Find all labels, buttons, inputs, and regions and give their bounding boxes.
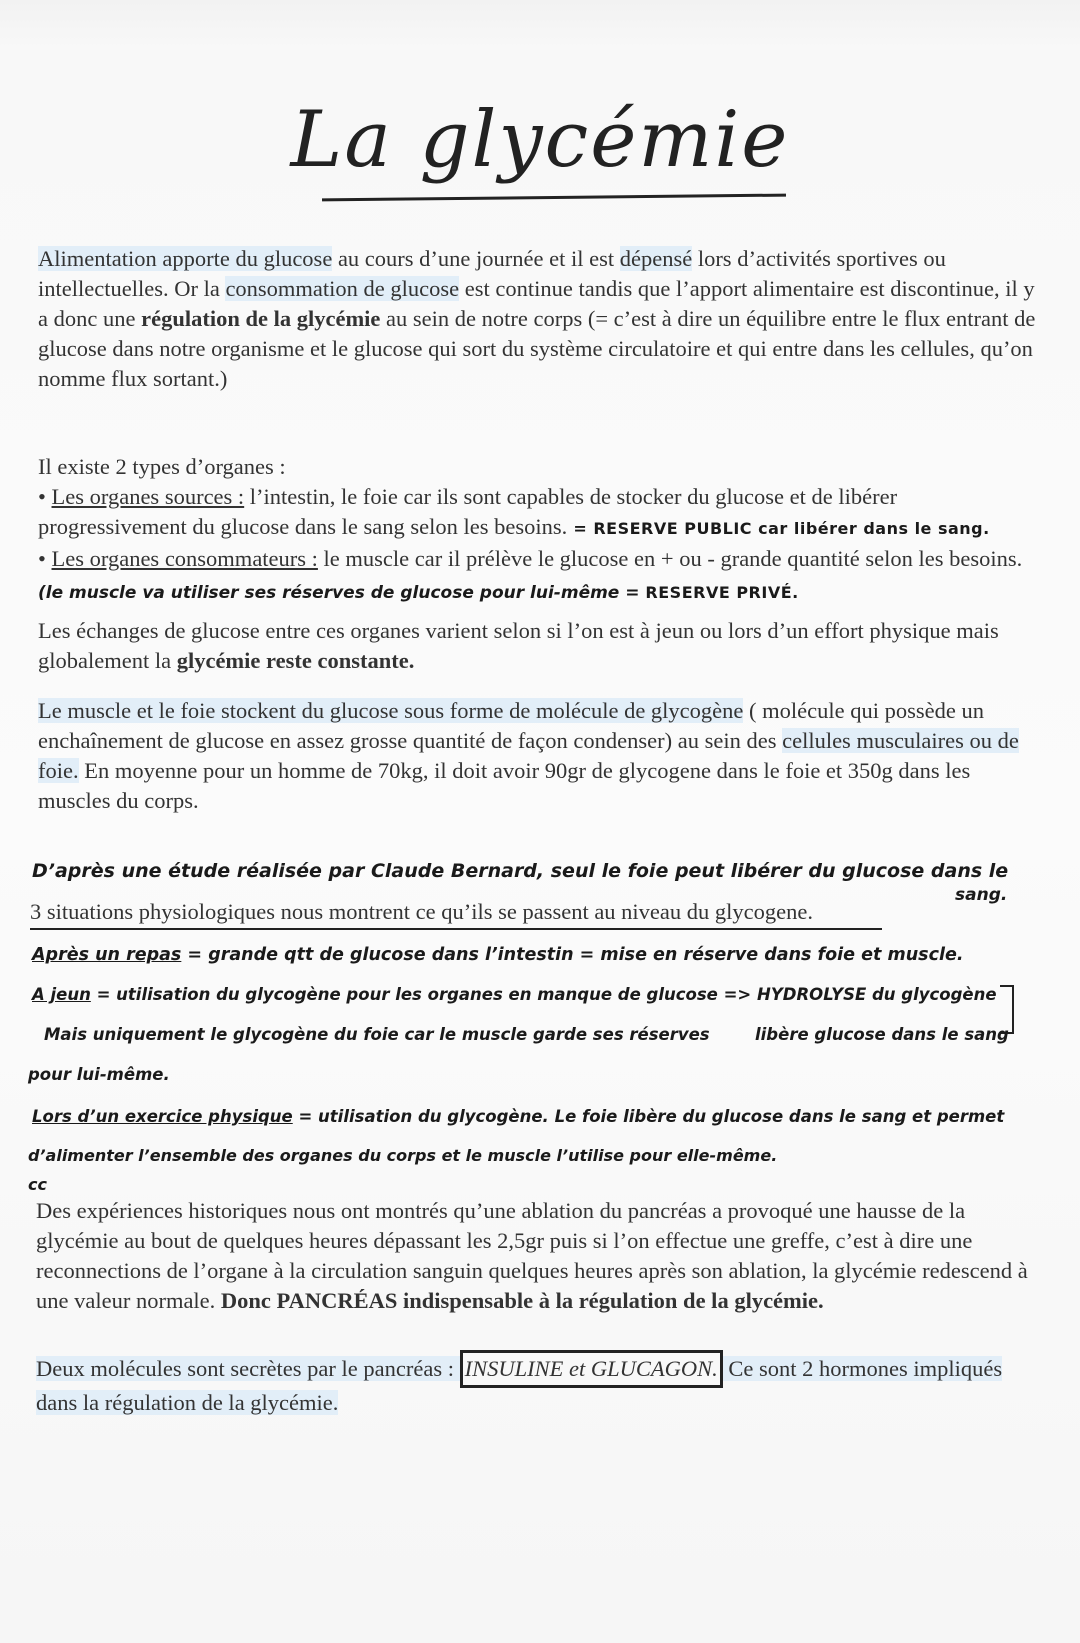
bernard-note: D’après une étude réalisée par Claude Bernard, seul le foie peut libérer du glucose dans le xyxy=(32,860,1009,882)
organs-consumers-handnote-caps: RESERVE PRIVÉ. xyxy=(645,583,799,602)
note-fasting-line2: Mais uniquement le glycogène du foie car le muscle garde ses réserves xyxy=(44,1025,710,1044)
hormones-boxed: INSULINE et GLUCAGON. xyxy=(460,1350,723,1388)
note-after-meal-text: = grande qtt de glucose dans l’intestin = mise en réserve dans foie et muscle. xyxy=(181,945,964,965)
intro-highlight-2: dépensé xyxy=(619,246,693,271)
storage-text-2: En moyenne pour un homme de 70kg, il doit avoir 90gr de glycogene dans le foie et 350g dans les muscles du corps. xyxy=(38,758,971,813)
note-after-meal xyxy=(32,942,1042,968)
organs-sources-text: l’intestin, le foie car ils sont capables de stocker du glucose et de libérer progressivement du glucose dans le sang selon les besoins. xyxy=(38,484,898,539)
intro-text-1: au cours d’une journée et il est xyxy=(332,246,620,271)
organs-sources-handnote: = RESERVE PUBLIC car libérer dans le sang. xyxy=(567,519,990,538)
organs-consumers-item: • Les organes consommateurs : le muscle car il prélève le glucose en + ou - grande quantité selon les besoins. (le muscle va utiliser ses réserves de glucose pour lui-même = RESERVE PRIVÉ. xyxy=(38,546,1023,603)
note-fasting xyxy=(32,982,1042,1008)
exchanges-text: Les échanges de glucose entre ces organes varient selon si l’on est à jeun ou lors d’un effort physique mais globalement la xyxy=(38,618,999,673)
note-fasting-label: A jeun xyxy=(32,985,91,1004)
title-underline xyxy=(322,194,786,202)
pancreas-paragraph xyxy=(36,1196,1046,1316)
note-exercise-line2: d’alimenter l’ensemble des organes du corps et le muscle l’utilise pour elle-même. xyxy=(28,1146,778,1165)
note-fasting-right: libère glucose dans le sang xyxy=(755,1025,1009,1044)
storage-paragraph xyxy=(38,696,1048,816)
organs-sources-label: Les organes sources : xyxy=(51,484,245,509)
intro-highlight-3: consommation de glucose xyxy=(225,276,460,301)
intro-paragraph xyxy=(38,244,1048,394)
quote-mark: cc xyxy=(28,1175,47,1194)
organs-sources-item: • Les organes sources : l’intestin, le foie car ils sont capables de stocker du glucose et de libérer progressivement du glucose dans le sang selon les besoins. = RESERVE PUBLIC car libérer dans le sang. xyxy=(38,484,990,539)
note-fasting-line3: pour lui-même. xyxy=(28,1065,170,1084)
intro-text-2: lors d’activités sportives ou intellectuelles. Or la xyxy=(38,246,946,301)
situations-underline xyxy=(30,928,882,930)
intro-highlight-1: Alimentation apporte du glucose xyxy=(38,246,333,271)
note-fasting-text: = utilisation du glycogène pour les organes en manque de glucose => HYDROLYSE du glycogène xyxy=(90,985,997,1004)
hormones-paragraph xyxy=(36,1350,1046,1418)
note-exercise-text: = utilisation du glycogène. Le foie libère du glucose dans le sang et permet xyxy=(292,1107,1005,1126)
exchanges-bold: glycémie reste constante. xyxy=(176,648,415,673)
hormones-highlight-2: 2 hormones impliqués dans la régulation de la glycémie. xyxy=(36,1356,1003,1415)
storage-highlight-2: cellules musculaires ou de foie. xyxy=(38,728,1019,783)
note-after-meal-label: Après un repas xyxy=(32,945,182,965)
organs-consumers-label: Les organes consommateurs : xyxy=(51,546,318,571)
pancreas-bold: Donc PANCRÉAS indispensable à la régulation de la glycémie. xyxy=(220,1288,824,1313)
organs-section xyxy=(38,452,1048,608)
intro-text-4: au sein de notre corps (= c’est à dire un équilibre entre le flux entrant de glucose dans notre organisme et le glucose qui sort du système circulatoire et qui entre dans les cellules, qu’on nomme flux sortant.) xyxy=(38,306,1036,391)
note-exercise-label: Lors d’un exercice physique xyxy=(32,1107,293,1126)
intro-bold: régulation de la glycémie xyxy=(141,306,381,331)
bernard-note-end: sang. xyxy=(955,885,1008,905)
organs-consumers-handnote: (le muscle va utiliser ses réserves de glucose pour lui-même = xyxy=(38,583,646,603)
hormones-text: Ce sont xyxy=(722,1356,803,1381)
organs-consumers-text: le muscle car il prélève le glucose en + ou - grande quantité selon les besoins. xyxy=(317,546,1023,571)
exchanges-paragraph xyxy=(38,616,1048,676)
hormones-highlight-1: Deux molécules sont secrètes par le pancréas : xyxy=(36,1356,460,1381)
organs-heading: Il existe 2 types d’organes : xyxy=(38,454,286,479)
intro-text-3: est continue tandis que l’apport alimentaire est discontinue, il y a donc une xyxy=(38,276,1035,331)
note-exercise xyxy=(32,1104,1042,1130)
pancreas-text: Des expériences historiques nous ont montrés qu’une ablation du pancréas a provoqué une hausse de la glycémie au bout de quelques heures dépassant les 2,5gr puis si l’on effectue une greffe, c’est à dire une reconnections de l’organe à la circulation sanguin quelques heures après son ablation, la glycémie redescend à une valeur normale. xyxy=(36,1198,1028,1313)
storage-text-1: ( molécule qui possède un enchaînement de glucose en assez grosse quantité de façon condenser) au sein des xyxy=(38,698,984,753)
situations-line: 3 situations physiologiques nous montrent ce qu’ils se passent au niveau du glycogene. xyxy=(30,899,813,924)
page-title: La glycémie xyxy=(290,95,790,185)
storage-highlight-1: Le muscle et le foie stockent du glucose sous forme de molécule de glycogène xyxy=(38,698,744,723)
